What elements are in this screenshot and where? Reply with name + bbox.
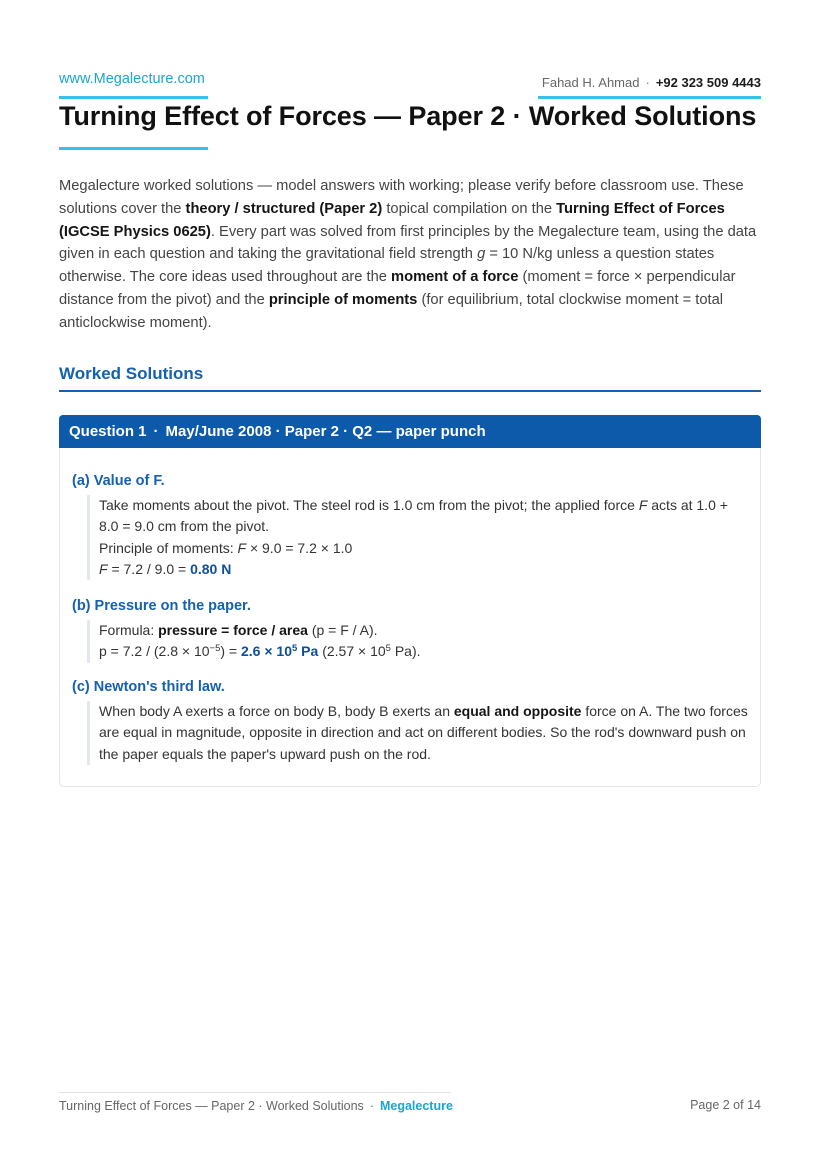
question-card [59,415,761,787]
page-title: Turning Effect of Forces — Paper 2 · Worked Solutions [59,101,757,131]
text: When body A exerts a force on body B, body B exerts an [99,703,454,719]
footer-doc-title [59,1099,453,1113]
part-b-body [87,620,748,663]
intro-text: = 10 N/kg unless a question states otherwise. The core ideas used throughout are the [59,246,715,286]
part-a-body [87,495,748,580]
footer-brand-link[interactable]: Megalecture [379,1099,453,1113]
page-number: Page 2 of 14 [690,1098,761,1112]
title-rule [59,147,208,150]
exponent: 5 [292,643,298,655]
page [59,0,761,1160]
intro-text: topical compilation on the [382,200,557,217]
part-b-line-1 [99,620,748,641]
author-name: Fahad H. Ahmad [541,75,640,90]
part-b-heading: (b) Pressure on the paper. [72,598,251,614]
intro-text: . Every part was solved from first principles by the Megalecture team, using the data given in each question and taking the gravitational field strength [59,223,757,263]
part-a-answer: 0.80 N [190,560,232,577]
section-heading: Worked Solutions [59,364,761,392]
part-b-answer [241,643,318,659]
text: 2.6 × 10 [241,643,292,660]
part-c-line-1 [99,701,748,765]
footer-text: Turning Effect of Forces — Paper 2 · Worked Solutions [59,1099,364,1113]
header-separator: · [645,75,650,90]
var-f: F [99,560,108,577]
header-right-rule [538,96,761,99]
header-left-rule [59,96,208,99]
part-b-line-2 [99,641,748,662]
footer-separator: · [369,1099,374,1113]
intro-paragraph [59,175,761,335]
part-a [72,471,748,580]
question-source: May/June 2008 · Paper 2 · Q2 — paper punch [165,423,486,440]
exponent: −5 [209,643,221,655]
intro-var-g: g [477,246,486,263]
part-c-body [87,701,748,765]
bold-text: equal and opposite [453,703,582,719]
text: force on A. The two forces are equal in magnitude, opposite in direction and act on different bodies. So the rod's downward push on the paper equals the paper's upward push on the rod. [99,703,748,762]
text: Formula: [99,622,159,638]
part-a-heading: (a) Value of F. [72,473,165,489]
text: (p = F / A). [307,622,378,638]
text: Principle of moments: [99,539,238,556]
intro-bold-paper: theory / structured (Paper 2) [185,200,383,217]
intro-text: (moment = force × perpendicular distance from the pivot) and the [59,269,736,308]
intro-text: Megalecture worked solutions — model answers with working; please verify before classroom use. These solutions cover the [59,178,744,217]
formula-bold: pressure = force / area [158,622,308,638]
text: Take moments about the pivot. The steel rod is 1.0 cm from the pivot; the applied force [99,497,639,513]
var-f: F [237,539,247,556]
question-separator: · [153,423,159,440]
page-header [59,0,761,100]
exponent: 5 [385,643,391,655]
text: (2.57 × 10 [318,643,386,660]
part-a-line-3 [99,559,748,580]
question-label: Question 1 [69,423,147,440]
part-c-heading: (c) Newton's third law. [72,679,225,695]
intro-text: (for equilibrium, total clockwise moment = total anticlockwise moment). [59,291,724,331]
part-b [72,596,748,663]
part-c [72,677,748,765]
text: p = 7.2 / (2.8 × 10 [99,643,210,660]
text: Pa). [390,643,421,660]
text: ) = [220,643,241,660]
intro-bold-topic: Turning Effect of Forces (IGCSE Physics 0625) [59,200,725,240]
site-link[interactable]: www.Megalecture.com [59,71,205,87]
part-a-line-1 [99,495,748,538]
text: × 9.0 = 7.2 × 1.0 [246,539,353,556]
intro-bold-principle: principle of moments [268,291,418,308]
phone-number: +92 323 509 4443 [655,75,761,90]
text: Pa [297,643,319,660]
text: = 7.2 / 9.0 = [107,560,191,577]
text: acts at 1.0 + 8.0 = 9.0 cm from the pivot. [99,497,728,535]
part-a-line-2 [99,538,748,559]
intro-bold-moment: moment of a force [391,269,519,286]
author-contact [542,75,761,90]
var-f: F [638,497,648,513]
footer-rule [59,1092,451,1093]
question-header [59,415,761,448]
